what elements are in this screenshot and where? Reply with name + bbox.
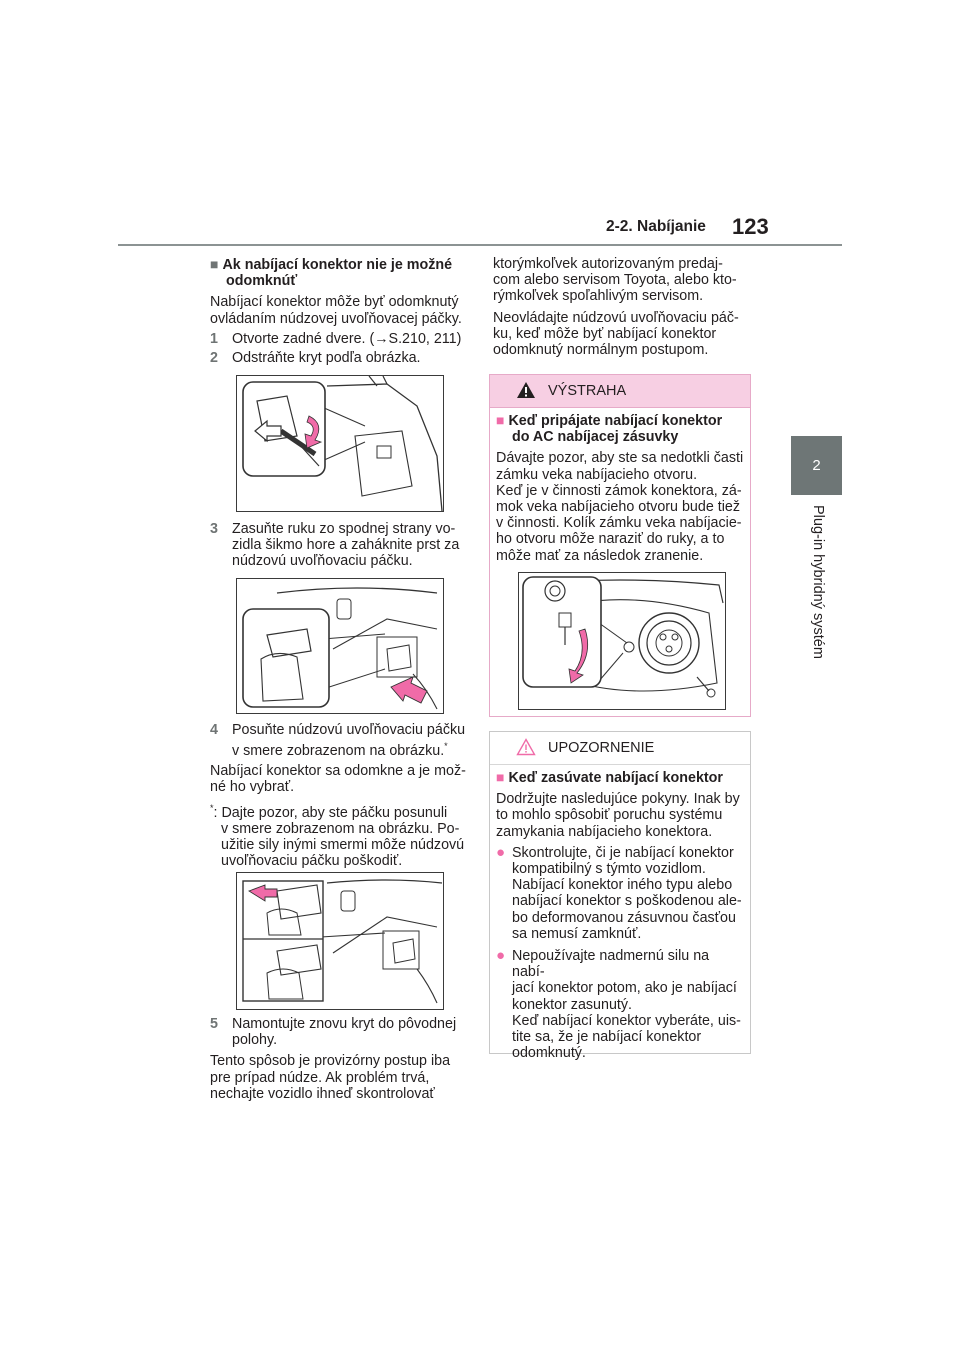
warning-text: Keď je v činnosti zámok konektora, zá-: [496, 482, 742, 499]
notice-text: zamykania nabíjacieho konektora.: [496, 823, 713, 840]
warning-text: Dávajte pozor, aby ste sa nedotkli časti: [496, 450, 744, 467]
caution-triangle-icon: [516, 738, 536, 756]
continuation-text: rýmkoľvek spoľahlivým servisom.: [493, 288, 704, 305]
after-step-text: né ho vybrať.: [210, 779, 295, 796]
warning-box-header: [490, 375, 750, 408]
header-divider: [118, 244, 842, 246]
notice-text: to mohlo spôsobiť poruchu systému: [496, 807, 723, 824]
section-heading: Ak nabíjací konektor nie je možné: [222, 257, 453, 273]
notice-box-header: [490, 732, 750, 765]
continuation-text: ktorýmkoľvek autorizovaným predaj-: [493, 256, 723, 272]
step-4: 4 Posuňte núdzovú uvoľňovaciu páčku v smere zobrazenom na obrázku.*: [210, 722, 466, 759]
notice-bullet: ● Skontrolujte, či je nabíjací konektor kompatibilný s týmto vozidlom. Nabíjací konektor iného typu alebo nabíjací konektor s poškodenou ale- bo deformovanou zásuvnou časťou sa nemusí zamknúť.: [496, 843, 742, 942]
intro-line: ovládaním núdzovej uvoľňovacej páčky.: [210, 310, 462, 327]
chapter-side-label: Plug-in hybridný systém: [810, 505, 826, 659]
bullet-dot-icon: ●: [496, 947, 506, 965]
notice-box: [489, 731, 751, 1062]
footnote-cont: uvoľňovaciu páčku poškodiť.: [221, 852, 403, 869]
warning-heading: Keď pripájate nabíjací konektor: [508, 413, 723, 429]
warning-text: zámku veka nabíjacieho otvoru.: [496, 466, 698, 483]
warning-triangle-icon: [516, 381, 536, 399]
step-4-block: [210, 722, 472, 869]
section-heading-cont: odomknúť: [226, 273, 298, 290]
closing-text: Tento spôsob je provizórny postup iba: [210, 1053, 451, 1070]
section-square-icon: ■: [210, 256, 219, 272]
notice-bullet: ● Nepoužívajte nadmernú silu na nabí- jací konektor potom, ako je nabíjací konektor zasunutý. Keď nabíjací konektor vyberáte, uis- tite sa, že je nabíjací konektor odomknutý.: [496, 947, 741, 1062]
step-2: 2 Odstráňte kryt podľa obrázka.: [210, 350, 421, 367]
continuation-text: com alebo servisom Toyota, alebo kto-: [493, 272, 737, 289]
warning-title: VÝSTRAHA: [548, 383, 627, 399]
notice-text: Dodržujte nasledujúce pokyny. Inak by: [496, 791, 740, 808]
figure-reach-lever: [236, 578, 444, 714]
right-column-top: [493, 256, 755, 358]
figure-slide-lever: [236, 872, 444, 1010]
footnote-cont: v smere zobrazenom na obrázku. Po-: [221, 820, 460, 837]
closing-text: pre prípad núdze. Ak problém trvá,: [210, 1069, 430, 1086]
notice-square-icon: ■: [496, 769, 505, 785]
warning-text: mok veka nabíjacieho otvoru bude tiež: [496, 499, 740, 516]
footnote: *: Dajte pozor, aby ste páčku posunuli: [210, 802, 448, 821]
caution-text: odomknutý normálnym postupom.: [493, 342, 709, 359]
notice-heading: Keď zasúvate nabíjací konektor: [508, 770, 723, 786]
after-step-text: Nabíjací konektor sa odomkne a je mož-: [210, 763, 466, 780]
closing-text: nechajte vozidlo ihneď skontrolovať: [210, 1085, 435, 1102]
warning-text: môže mať za následok zranenie.: [496, 547, 704, 564]
footnote-cont: užitie sily inými smermi môže núdzovú: [221, 836, 465, 853]
warning-text: ho otvoru môže naraziť do ruky, a to: [496, 531, 725, 548]
chapter-tab-number: 2: [812, 457, 821, 474]
warning-square-icon: ■: [496, 412, 505, 428]
intro-line: Nabíjací konektor môže byť odomknutý: [210, 294, 459, 311]
step-3: 3 Zasuňte ruku zo spodnej strany vo- zidla šikmo hore a zaháknite prst za núdzovú uvoľňovaciu páčku.: [210, 521, 460, 570]
figure-remove-cover: [236, 375, 444, 512]
step-5: 5 Namontujte znovu kryt do pôvodnej polohy.: [210, 1016, 457, 1049]
warning-heading-cont: do AC nabíjacej zásuvky: [512, 429, 679, 446]
caution-text: ku, keď môže byť nabíjací konektor: [493, 325, 717, 342]
caution-text: Neovládajte núdzovú uvoľňovaciu páč-: [493, 309, 739, 326]
step-1: 1 Otvorte zadné dvere. (→S.210, 211): [210, 330, 462, 347]
header-section-title: 2-2. Nabíjanie: [606, 218, 706, 235]
page-number: 123: [732, 214, 769, 239]
step-5-block: [210, 1016, 472, 1102]
warning-box: [489, 374, 751, 717]
figure-charging-inlet: [518, 572, 726, 710]
left-column-top: [210, 256, 472, 366]
bullet-dot-icon: ●: [496, 843, 506, 861]
warning-text: v činnosti. Kolík zámku veka nabíjacie-: [496, 515, 742, 532]
notice-title: UPOZORNENIE: [548, 740, 655, 756]
